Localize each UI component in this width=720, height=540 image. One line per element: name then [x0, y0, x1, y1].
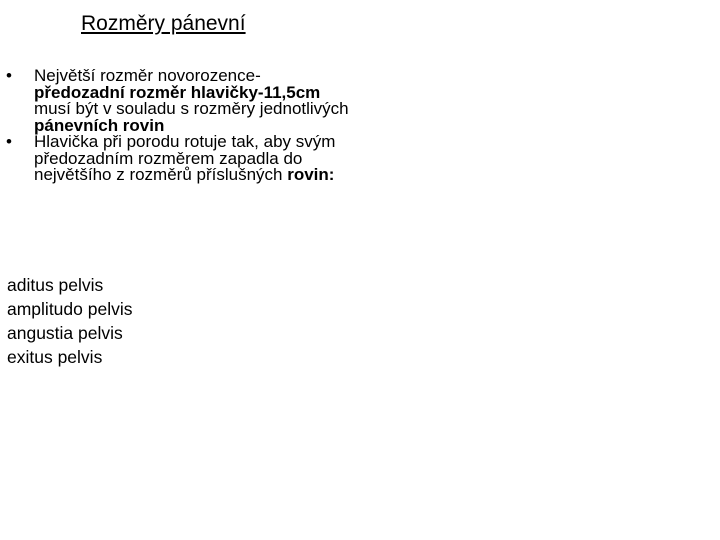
- bullet-icon: •: [6, 66, 12, 85]
- pelvic-plane-term: amplitudo pelvis: [7, 299, 133, 319]
- bullet-text-bold-segment: rovin:: [287, 165, 335, 184]
- pelvic-plane-term: exitus pelvis: [7, 347, 103, 367]
- bullet-text-segment: Největší rozměr novorozence-: [34, 66, 261, 85]
- pelvic-plane-term: aditus pelvis: [7, 275, 104, 295]
- pelvic-plane-list: [7, 273, 132, 369]
- bullet-text-segment: musí být v souladu s rozměry jednotlivých: [34, 99, 349, 118]
- bullet-text-bold-segment: předozadní rozměr hlavičky-11,5cm: [34, 82, 321, 102]
- bullet-list: [0, 68, 350, 184]
- bullet-item-head-rotation: [0, 134, 350, 184]
- bullet-text-segment: Hlavička při porodu rotuje tak, aby svým předozadním rozměrem zapadla do největšího z rozměrů příslušných: [34, 132, 336, 184]
- bullet-item-newborn-dimension: [0, 68, 350, 134]
- bullet-icon: •: [6, 132, 12, 151]
- pelvic-plane-term: angustia pelvis: [7, 323, 123, 343]
- slide-title: Rozměry pánevní: [81, 12, 246, 35]
- bullet-text-bold-segment: pánevních rovin: [34, 115, 165, 135]
